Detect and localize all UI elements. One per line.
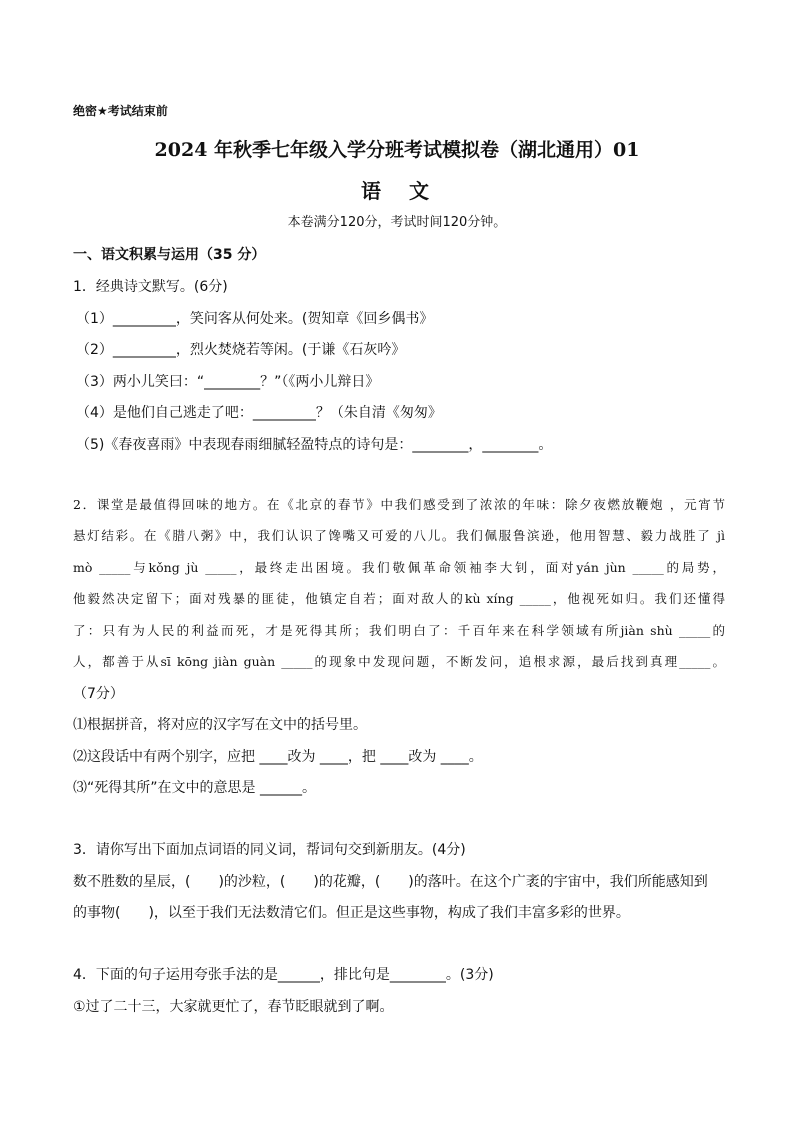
- question-3-stem: 3．请你写出下面加点词语的同义词，帮词句交到新朋友。(4分): [73, 842, 466, 858]
- question-2-sub-item: ⑴根据拼音，将对应的汉字写在文中的括号里。: [73, 717, 367, 733]
- question-2-line: 悬灯结彩。在《腊八粥》中，我们认识了馋嘴又可爱的八儿。我们佩服鲁滨逊，他用智慧、毅力战胜了 jì: [73, 528, 725, 543]
- question-2-line: mò _____与kǒng jù _____，最终走出困境。我们敬佩革命领袖李大钊，面对yán jùn _____的局势，: [73, 560, 725, 575]
- question-4-stem: 4．下面的句子运用夸张手法的是______，排比句是________。(3分): [73, 967, 494, 983]
- question-1-item: （5)《春夜喜雨》中表现春雨细腻轻盈特点的诗句是：________，________。: [76, 437, 553, 453]
- question-1-item: （3）两小儿笑曰：“________？”（《两小儿辩日》: [76, 374, 380, 390]
- question-2-sub-item: ⑵这段话中有两个别字，应把 ____改为 ____，把 ____改为 ____。: [73, 749, 483, 765]
- question-2-score: （7分）: [73, 686, 124, 702]
- question-2-line: 2．课堂是最值得回味的地方。在《北京的春节》中我们感受到了浓浓的年味：除夕夜燃放鞭炮 ，元宵节: [73, 497, 725, 512]
- subject-title: 语 文: [361, 179, 433, 203]
- question-2-line: 他毅然决定留下；面对残暴的匪徒，他镇定自若；面对敌人的kù xíng _____，他视死如归。我们还懂得: [73, 591, 725, 606]
- question-1-item: （1）_________，笑问客从何处来。(贺知章《回乡偶书》: [76, 311, 434, 327]
- question-1-stem: 1．经典诗文默写。(6分): [73, 279, 228, 295]
- question-4-item: ①过了二十三，大家就更忙了，春节眨眼就到了啊。: [73, 999, 394, 1015]
- question-1-item: （2）_________，烈火焚烧若等闲。(于谦《石灰吟》: [76, 342, 406, 358]
- section-heading: 一、语文积累与运用（35 分）: [73, 247, 266, 263]
- exam-note: 本卷满分120分，考试时间120分钟。: [287, 215, 507, 230]
- question-3-line: 的事物( )，以至于我们无法数清它们。但正是这些事物，构成了我们丰富多彩的世界。: [73, 905, 630, 921]
- question-2-line: 了：只有为人民的利益而死，才是死得其所；我们明白了：千百年来在科学领域有所jiàn shù _____的: [73, 623, 725, 638]
- question-3-line: 数不胜数的星辰，( )的沙粒，( )的花瓣，( )的落叶。在这个广袤的宇宙中，我们所能感知到: [73, 874, 708, 890]
- question-2-line: 人，都善于从sī kōng jiàn guàn _____的现象中发现问题，不断发问，追根求源，最后找到真理_____。: [73, 654, 725, 669]
- exam-title: 2024 年秋季七年级入学分班考试模拟卷（湖北通用）01: [154, 139, 640, 161]
- secret-label: 绝密★考试结束前: [73, 104, 168, 118]
- question-1-item: （4）是他们自己逃走了吧：_________？（朱自清《匆匆》: [76, 405, 442, 421]
- question-2-sub-item: ⑶“死得其所”在文中的意思是 ______。: [73, 780, 316, 796]
